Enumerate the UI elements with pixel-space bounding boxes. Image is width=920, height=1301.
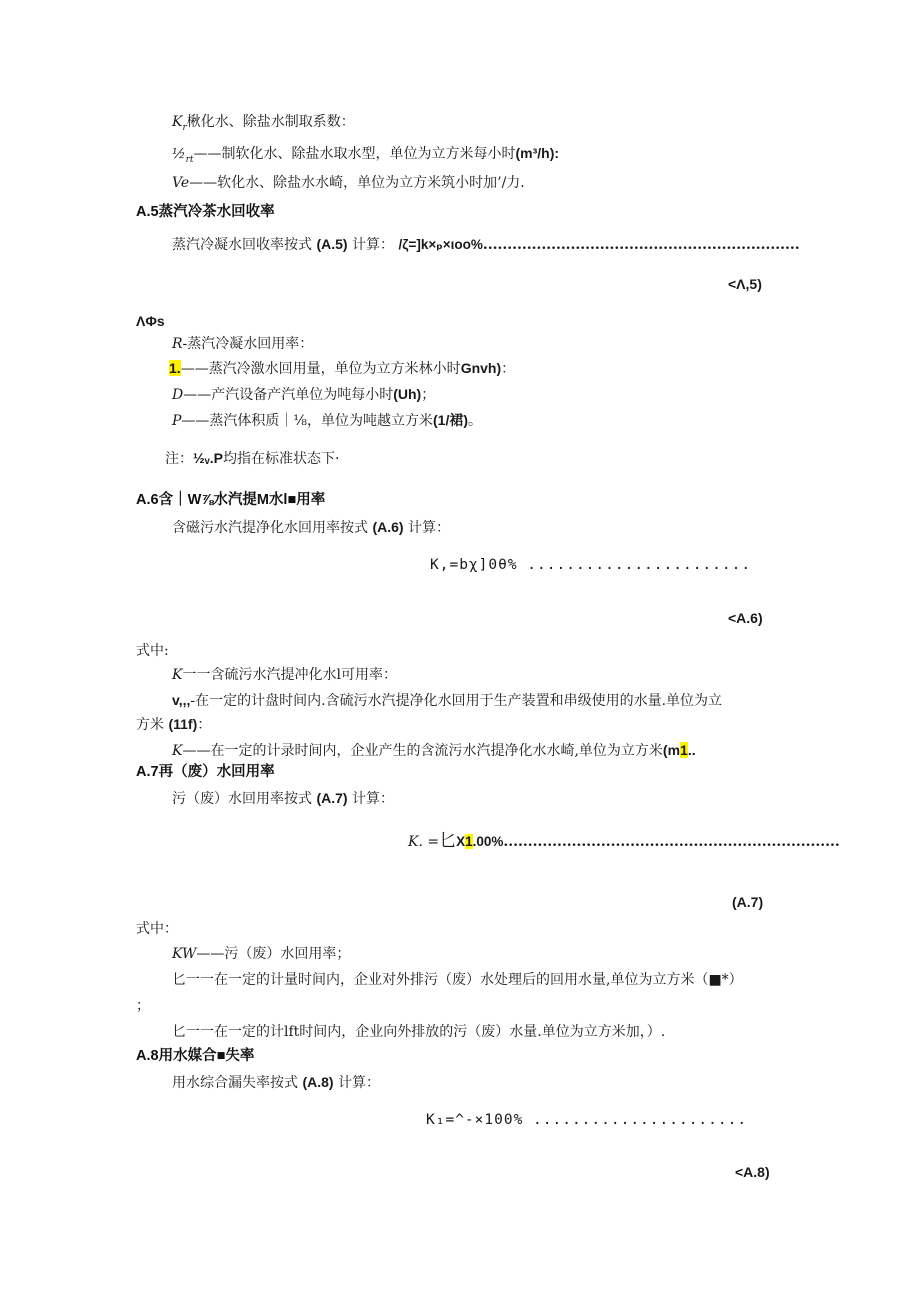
var-symbol: K [172, 114, 183, 130]
def-line-condensate-reuse-volume [169, 358, 515, 379]
formula-intro-a7 [172, 788, 394, 809]
punct: .. [687, 742, 696, 758]
intro-text: 蒸汽冷凝水回收率按式 [172, 237, 312, 253]
unit-text: Gnvh) [460, 360, 502, 376]
formula-intro-a6 [172, 517, 450, 538]
unit-text: (1/裙) [433, 412, 468, 428]
var-symbol: P [172, 413, 182, 429]
note-text: 均指在标准状态下· [223, 451, 340, 467]
unit-text: (Uh) [393, 386, 422, 402]
punct: ； [421, 387, 436, 403]
punct: ： [501, 361, 516, 377]
intro-text-suffix: 计算： [408, 520, 451, 536]
def-line-stripped-water-reuse-rate [172, 665, 397, 685]
section-heading-a8: A.8用水媒合■失率 [136, 1048, 255, 1064]
var-symbol: R [172, 336, 183, 352]
formula-a7 [408, 831, 840, 852]
intro-text-suffix: 计算： [352, 791, 395, 807]
var-symbol: K [172, 743, 183, 759]
equation-number-a8: <A.8) [735, 1164, 770, 1180]
note-line [165, 448, 339, 469]
where-label-a6: 式中: [136, 643, 169, 659]
formula-ref: (A.7) [316, 790, 348, 806]
formula-ref: (A.5) [316, 236, 348, 252]
def-text: ——软化水、除盐水水崎，单位为立方米筑小时加’/力. [189, 175, 525, 191]
note-label: 注： [165, 451, 193, 467]
section-heading-a7: A.7再（废）水回用率 [136, 764, 275, 780]
def-line-stripped-water-produced [172, 740, 696, 761]
def-line-water-output [172, 173, 525, 193]
def-line-wastewater-reuse-rate [172, 944, 350, 964]
intro-text: 含磁污水汽提净化水回用率按式 [172, 520, 368, 536]
var-symbol: Ve [172, 175, 190, 191]
def-line-steam-output [172, 384, 435, 405]
highlighted-symbol: 1 [465, 834, 473, 849]
var-symbol: v,,, [172, 692, 191, 708]
def-line-condensate-reuse-rate [172, 334, 313, 354]
def-line-intake-volume [172, 143, 559, 170]
var-symbol: D [172, 387, 184, 403]
formula-intro-a5 [172, 234, 800, 255]
formula-ref: (A.6) [372, 519, 404, 535]
where-label-a5: ΛΦs [136, 313, 165, 329]
section-heading-a5: A.5蒸汽冷茶水回收率 [136, 204, 275, 220]
intro-text-suffix: 计算： [352, 237, 395, 253]
def-line-steam-density [172, 410, 482, 431]
def-text: ——蒸汽体积质｜⅛，单位为吨越立方米 [181, 413, 433, 429]
def-text: -在一定的计盘时间内.含硫污水汽提净化水回用于生产装置和串级使用的水量.单位为立 [190, 693, 723, 709]
formula-expression: /ζ=]k×ₚ×ιoo% [398, 237, 483, 252]
def-line-discharge-volume: 匕一一在一定的计lft时间内，企业向外排放的污（废）水量.单位为立方米加，）. [172, 1024, 666, 1040]
def-text: -蒸汽冷凝水回用率： [182, 336, 314, 352]
def-text: 楸化水、除盐水制取系数： [186, 114, 355, 130]
def-line-continuation [136, 714, 211, 735]
intro-text: 用水综合漏失率按式 [172, 1075, 298, 1091]
formula-lhs: K. [408, 834, 423, 850]
equation-number-a7: (A.7) [732, 894, 764, 910]
unit-text: (m [662, 742, 681, 758]
formula-times: X [456, 834, 466, 849]
var-symbol: ½ [172, 146, 186, 162]
punct: ： [197, 717, 212, 733]
unit-text: (11f) [168, 716, 198, 732]
punct: 。 [468, 413, 482, 429]
def-line-treated-reuse-volume: 匕一一在一定的计量时间内，企业对外排污（废）水处理后的回用水量,单位为立方米（■*） [172, 972, 743, 988]
def-text: 一一含硫污水汽提冲化水l可用率： [182, 667, 397, 683]
formula-intro-a8 [172, 1072, 380, 1093]
equation-number-a6: <A.6) [728, 610, 763, 626]
var-symbol: K [172, 667, 183, 683]
note-symbols: ½ᵥ.P [193, 450, 223, 466]
var-subscript: r [182, 122, 187, 133]
def-text: ——产汽设备产汽单位为吨每小时 [183, 387, 394, 403]
formula-a8: K₁=^-×100% ...................... [426, 1112, 748, 1128]
intro-text: 污（废）水回用率按式 [172, 791, 312, 807]
formula-dots: ................................................................. [482, 237, 800, 253]
def-text: ——在一定的计录时间内，企业产生的含流污水汽提净化水水崎,单位为立方米 [182, 743, 663, 759]
section-heading-a6: A.6含｜W⅞水汽提M水l■用率 [136, 492, 326, 508]
var-symbol: KW [172, 946, 197, 962]
def-text: ——制软化水、除盐水取水型，单位为立方米每小时 [193, 146, 516, 162]
def-line-stripped-water-reused [172, 690, 722, 711]
def-line-punct: ； [136, 998, 150, 1014]
formula-dots: ..................................................................... [503, 834, 840, 850]
unit-text: (m³/h): [515, 145, 560, 161]
intro-text-suffix: 计算： [338, 1075, 381, 1091]
formula-percent: .00% [472, 834, 504, 849]
highlighted-symbol: 1. [169, 360, 181, 376]
def-line-softening-coefficient [172, 112, 355, 138]
var-subscript: rt [185, 154, 194, 165]
formula-equals: = [427, 834, 440, 850]
formula-fraction-glyph: 匕 [439, 831, 457, 851]
formula-ref: (A.8) [302, 1074, 334, 1090]
def-text: ——污（废）水回用率； [196, 946, 351, 962]
highlighted-symbol: 1 [680, 742, 688, 758]
formula-a6: K,=bχ]0θ% ....................... [430, 557, 752, 573]
where-label-a7: 式中： [136, 921, 178, 937]
def-text: 方米 [136, 717, 164, 733]
def-text: ——蒸汽冷激水回用量，单位为立方米林小时 [180, 361, 461, 377]
equation-number-a5: <Λ,5) [728, 276, 762, 292]
